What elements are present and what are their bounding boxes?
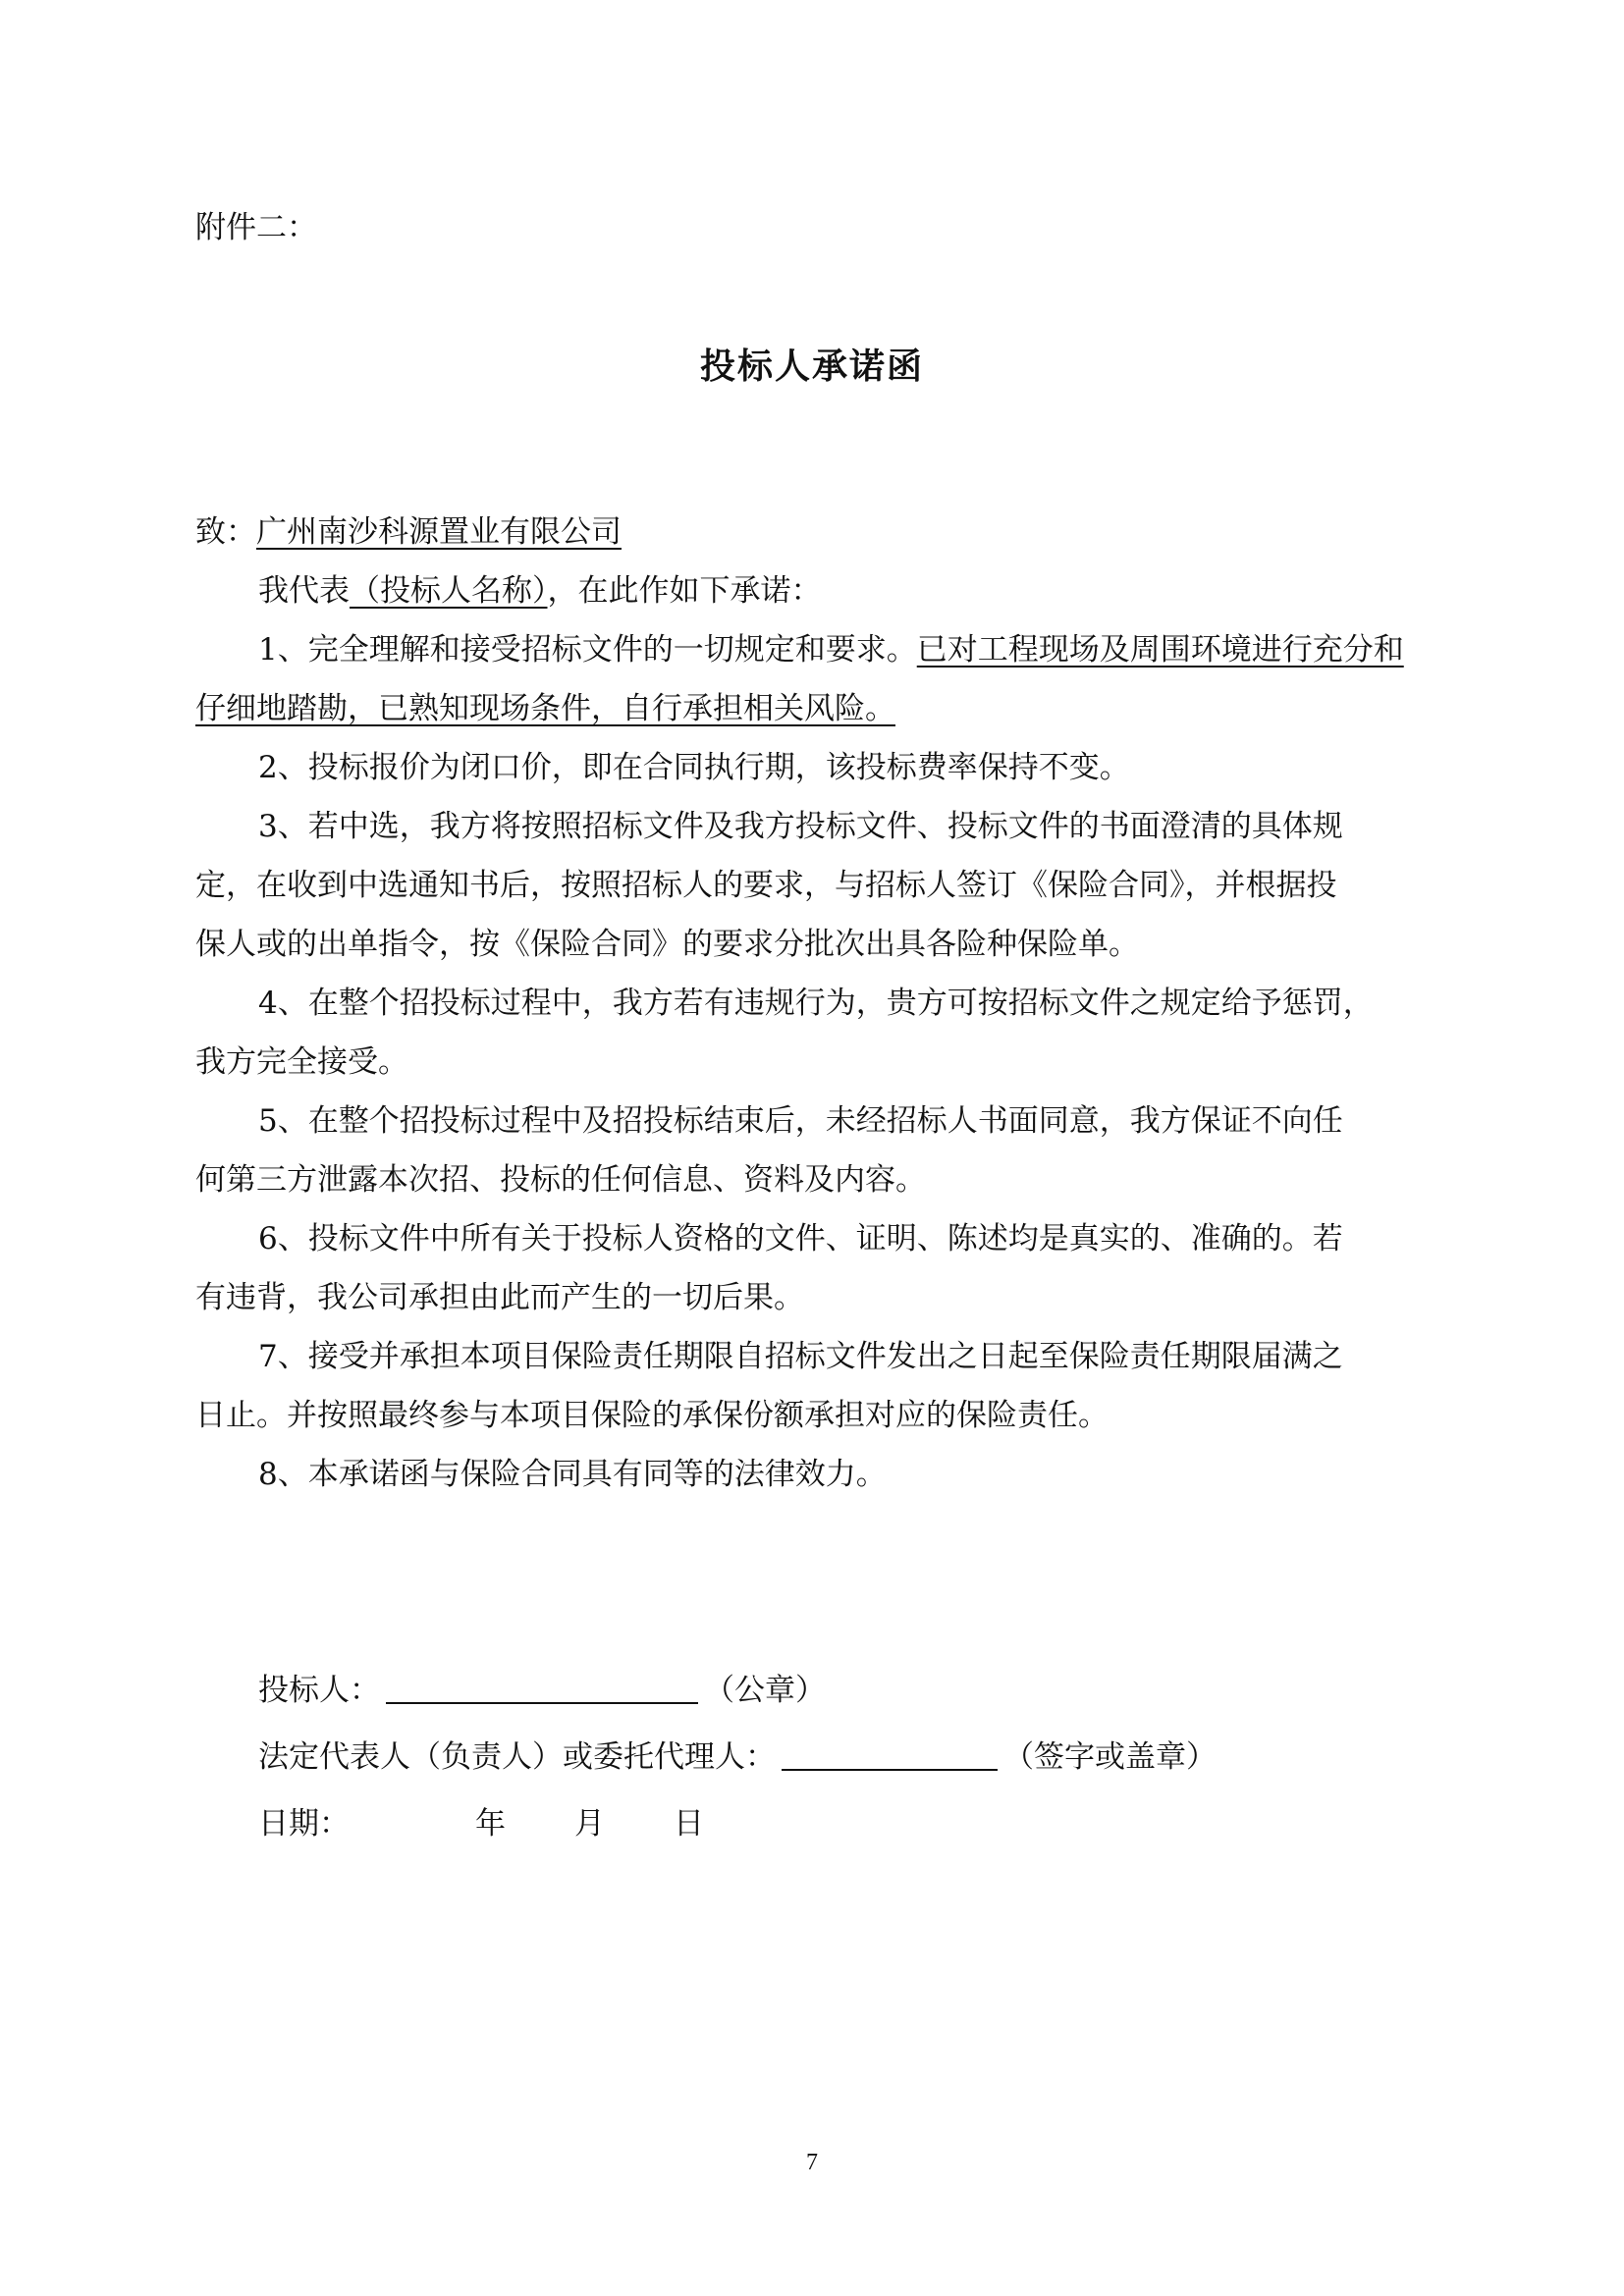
bidder-seal-blank[interactable] (386, 1673, 698, 1704)
document-title: 投标人承诺函 (699, 346, 924, 387)
commitment-item-8-line-1: 8、本承诺函与保险合同具有同等的法律效力。 (258, 1457, 887, 1492)
letter-body (195, 503, 1440, 1504)
signature-block (258, 1657, 1217, 1857)
representative-label: 法定代表人（负责人）或委托代理人： (258, 1739, 776, 1775)
annex-label: 附件二： (195, 210, 317, 245)
commitment-item-1-text-c: 仔细地踏勘，已熟知现场条件，自行承担相关风险。 (195, 691, 895, 726)
intro-line (195, 561, 1440, 620)
representative-signature-line (258, 1724, 1217, 1790)
commitment-item-3-line-2: 定，在收到中选通知书后，按照招标人的要求，与招标人签订《保险合同》，并根据投 (195, 868, 1337, 903)
page-number: 7 (806, 2150, 818, 2175)
commitment-item-6-line-2: 有违背，我公司承担由此而产生的一切后果。 (195, 1280, 804, 1315)
date-year: 年 (475, 1806, 506, 1842)
bidder-label: 投标人： (258, 1673, 380, 1708)
commitment-item-7-line-2: 日止。并按照最终参与本项目保险的承保份额承担对应的保险责任。 (195, 1398, 1109, 1433)
commitment-item-2-line-1: 2、投标报价为闭口价，即在合同执行期，该投标费率保持不变。 (258, 750, 1130, 785)
date-day: 日 (674, 1806, 704, 1842)
commitment-item-5-line-1: 5、在整个招投标过程中及招投标结束后，未经招标人书面同意，我方保证不向任 (258, 1103, 1343, 1139)
commitment-item-7-line-1: 7、接受并承担本项目保险责任期限自招标文件发出之日起至保险责任期限届满之 (258, 1339, 1343, 1374)
commitment-item-1-line-1 (195, 620, 1440, 679)
date-month: 月 (574, 1806, 605, 1842)
date-label: 日期： (258, 1806, 350, 1842)
addressee-prefix: 致： (195, 514, 256, 550)
bidder-signature-line (258, 1657, 1217, 1724)
intro-after: ，在此作如下承诺： (547, 573, 822, 609)
date-line (258, 1790, 1217, 1857)
commitment-item-3-line-3: 保人或的出单指令，按《保险合同》的要求分批次出具各险种保险单。 (195, 927, 1139, 962)
commitment-item-5-line-2: 何第三方泄露本次招、投标的任何信息、资料及内容。 (195, 1162, 926, 1198)
intro-before: 我代表 (258, 573, 350, 609)
bidder-name-placeholder: （投标人名称） (350, 573, 548, 609)
representative-signature-blank[interactable] (782, 1739, 998, 1771)
commitment-item-1-line-2 (195, 679, 1440, 738)
commitment-item-6-line-1: 6、投标文件中所有关于投标人资格的文件、证明、陈述均是真实的、准确的。若 (258, 1221, 1343, 1256)
commitment-item-4-line-1: 4、在整个招投标过程中，我方若有违规行为，贵方可按招标文件之规定给予惩罚， (258, 986, 1374, 1021)
commitment-item-3-line-1: 3、若中选，我方将按照招标文件及我方投标文件、投标文件的书面澄清的具体规 (258, 809, 1343, 844)
commitment-item-1-text-b: 已对工程现场及周围环境进行充分和 (916, 632, 1404, 667)
commitment-item-4-line-2: 我方完全接受。 (195, 1044, 408, 1080)
addressee-line (195, 503, 1440, 561)
commitment-item-1-text-a: 1、完全理解和接受招标文件的一切规定和要求。 (258, 632, 917, 667)
addressee-company: 广州南沙科源置业有限公司 (256, 514, 622, 550)
representative-sign-note: （签字或盖章） (1003, 1739, 1217, 1775)
bidder-seal-note: （公章） (704, 1673, 826, 1708)
